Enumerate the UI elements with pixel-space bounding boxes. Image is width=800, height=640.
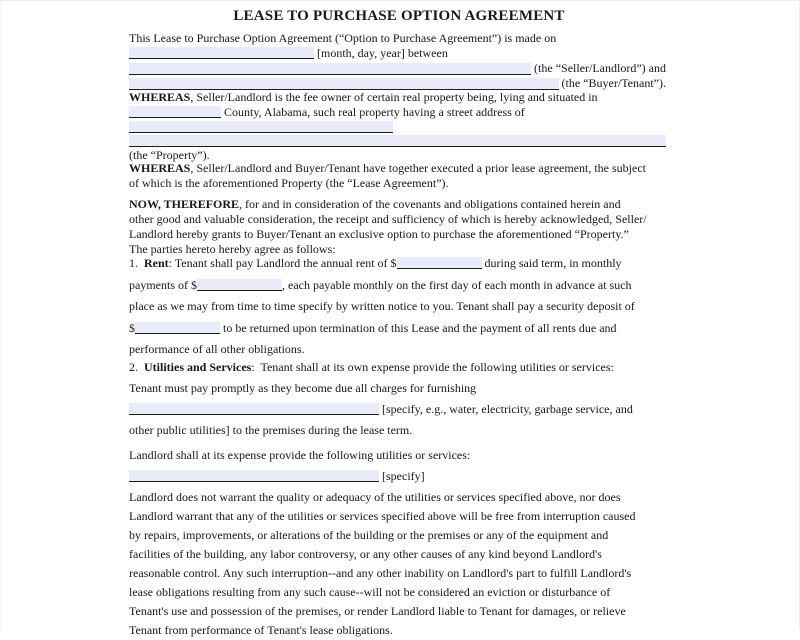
text-line [129,545,666,564]
text-line [129,357,666,378]
text-run: place as we may from time to time specify by written notice to you. Tenant shall pay a security deposit of [129,299,635,313]
text-line [129,197,666,212]
text-run: : Tenant shall pay Landlord the annual rent of $ [168,256,397,270]
text-line [129,105,666,120]
bold-text-run: Utilities and Services [144,360,252,374]
text-run: , for and in consideration of the covenants and obligations contained herein and [239,197,621,211]
text-line [129,564,666,583]
text-run: performance of all other obligations. [129,342,305,356]
text-run: reasonable control. Any such interruption--and any other inability on Landlord's part to fulfill Landlord's [129,566,632,580]
text-run: , each payable monthly on the first day of each month in advance at such [282,277,632,292]
text-run: , Seller/Landlord is the fee owner of certain real property being, lying and situated in [190,90,598,104]
text-run: (the “Seller/Landlord”) and [531,61,666,75]
security-deposit-field[interactable] [135,322,220,334]
monthly-payment-field[interactable] [197,279,282,291]
paragraph-utilities-disclaimer [129,488,666,640]
text-line [129,507,666,526]
bold-text-run: NOW, THEREFORE [129,197,240,211]
text-run: by repairs, improvements, or alterations of the building or the premises or any of the equipment and [129,528,609,542]
text-run: 2. [129,360,144,374]
text-run: [specify, e.g., water, electricity, garbage service, and [379,402,633,416]
tenant-utilities-field[interactable] [129,403,379,415]
text-run: [month, day, year] between [314,46,448,60]
text-line [129,420,666,441]
text-line [129,176,666,191]
text-run: of which is the aforementioned Property (the “Lease Agreement”). [129,176,449,190]
text-run: other public utilities] to the premises during the lease term. [129,423,413,437]
page-title: LEASE TO PURCHASE OPTION AGREEMENT [233,8,565,24]
paragraph-section-1-rent [129,253,666,361]
text-line [129,583,666,602]
text-run: : Tenant shall at its own expense provide the following utilities or services: [251,360,614,374]
text-run: 1. [129,256,144,270]
text-run: This Lease to Purchase Option Agreement (“Option to Purchase Agreement”) is made on [129,31,557,45]
text-line [129,378,666,399]
text-run: to be returned upon termination of this Lease and the payment of all rents due and [220,320,617,335]
text-line [129,445,666,466]
text-line [129,275,666,297]
text-run: (the “Property”). [129,148,210,162]
text-run: Tenant's use and possession of the premises, or render Landlord liable to Tenant for damages, or relieve [129,604,626,618]
text-run: payments of $ [129,277,197,292]
paragraph-section-2-utilities [129,357,666,441]
text-run: Landlord shall at its expense provide the following utilities or services: [129,448,471,462]
text-run: [specify] [379,469,425,483]
bold-text-run: Rent [144,256,169,270]
text-run: County, Alabama, such real property having a street address of [221,105,525,119]
text-line [129,227,666,242]
text-run: Landlord hereby grants to Buyer/Tenant an exclusive option to purchase the aforementioned “Property.” [129,227,629,241]
text-run: Tenant from performance of Tenant's lease obligations. [129,623,393,637]
bold-text-run: WHEREAS [129,161,191,175]
text-line [129,318,666,340]
text-line [129,212,666,227]
text-line [129,621,666,640]
text-line [129,135,666,148]
text-line [129,526,666,545]
text-run: Landlord does not warrant the quality or adequacy of the utilities or services specified above, nor does [129,490,621,504]
county-field[interactable] [129,106,221,118]
text-line [129,399,666,420]
paragraph-whereas-property [129,90,666,163]
text-line [129,602,666,621]
text-run: facilities of the building, any labor controversy, or any other causes of any kind beyond Landlord's [129,547,602,561]
text-run: , Seller/Landlord and Buyer/Tenant have together executed a prior lease agreement, the subject [190,161,646,175]
street-address-field-2[interactable] [129,135,666,147]
bold-text-run: WHEREAS [129,90,191,104]
paragraph-now-therefore [129,197,666,257]
text-run: The parties hereto hereby agree as follows: [129,242,336,256]
annual-rent-field[interactable] [397,257,482,269]
text-line [129,296,666,318]
text-line [129,253,666,275]
text-run: Landlord warrant that any of the utilities or services specified above will be free from interruption caused [129,509,636,523]
text-run: lease obligations resulting from any such cause--will not be considered an eviction or disturbance of [129,585,611,599]
text-line [129,161,666,176]
text-line [129,46,666,61]
text-line [129,61,666,76]
text-run: $ [129,320,135,335]
text-line [129,488,666,507]
text-line [129,466,666,487]
text-run: during said term, in monthly [481,256,622,270]
seller-landlord-name-field[interactable] [129,63,531,75]
paragraph-landlord-utilities [129,445,666,487]
text-line [129,31,666,46]
landlord-utilities-field[interactable] [129,470,379,482]
paragraph-whereas-lease [129,161,666,191]
buyer-tenant-name-field[interactable] [129,78,559,90]
street-address-field-1[interactable] [129,121,393,133]
execution-date-field[interactable] [129,47,314,59]
text-run: other good and valuable consideration, the receipt and sufficiency of which is hereby acknowledged, Seller/ [129,212,647,226]
text-run: (the “Buyer/Tenant”). [558,76,666,90]
text-line [129,90,666,105]
paragraph-intro [129,31,666,91]
text-run: Tenant must pay promptly as they become due all charges for furnishing [129,381,477,395]
text-line [129,76,666,91]
text-line [129,120,666,135]
